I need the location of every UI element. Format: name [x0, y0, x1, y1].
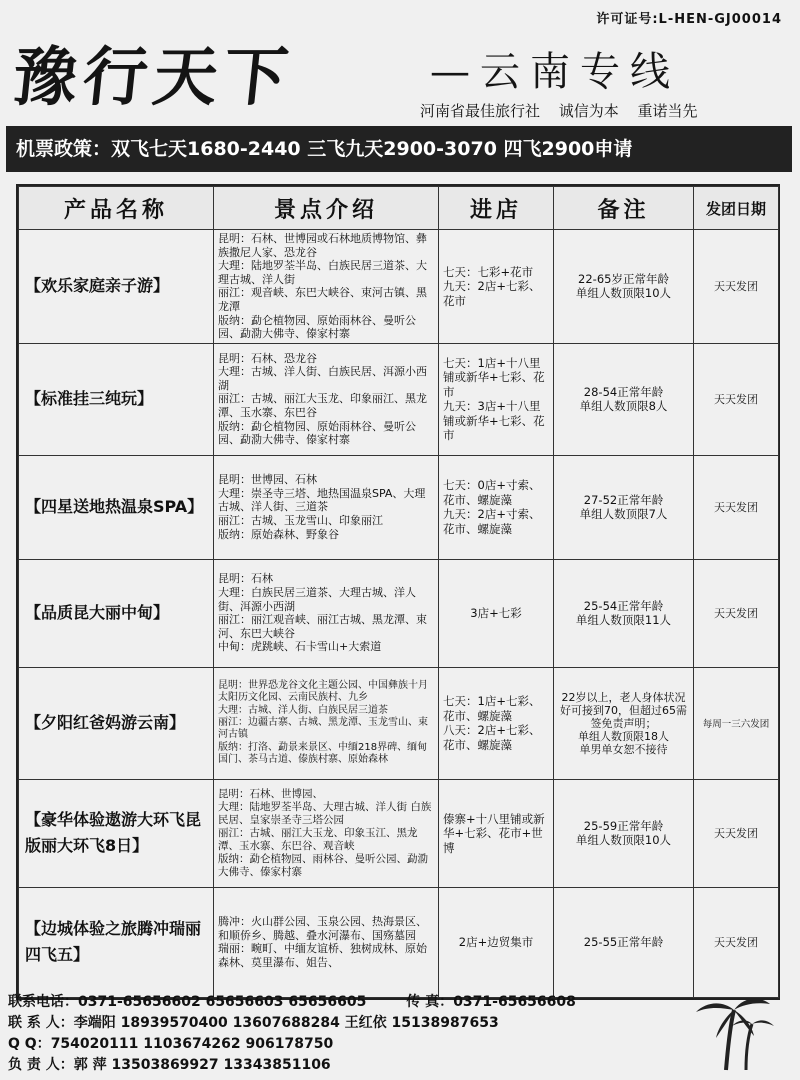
note-cell: 25-59正常年龄 单组人数顶限10人: [554, 779, 694, 887]
shops-cell: 七天：1店+七彩、花市、螺旋藻 八天：2店+七彩、花市、螺旋藻: [439, 667, 554, 779]
shops-cell: 七天：0店+寸索、花市、螺旋藻 九天：2店+寸索、花市、螺旋藻: [439, 455, 554, 559]
ticket-policy-banner: 机票政策：双飞七天1680-2440 三飞九天2900-3070 四飞2900申请: [6, 126, 792, 172]
departure-cell: 每周一三六发团: [694, 667, 779, 779]
note-cell: 25-55正常年龄: [554, 887, 694, 997]
shops-cell: 2店+边贸集市: [439, 887, 554, 997]
table-row: [19, 559, 779, 667]
note-cell: 28-54正常年龄 单组人数顶限8人: [554, 343, 694, 455]
spots-cell: 昆明：世博园、石林 大理：崇圣寺三塔、地热国温泉SPA、大理古城、洋人街、三道茶 丽江：古城、玉龙雪山、印象丽江 版纳：原始森林、野象谷: [214, 455, 439, 559]
fax-label: 传 真：: [406, 994, 454, 1010]
table-row: [19, 887, 779, 997]
phone-row: [8, 992, 800, 1013]
slogan: 河南省最佳旅行社 诚信为本 重诺当先: [420, 102, 698, 120]
spots-cell: 昆明：世界恐龙谷文化主题公园、中国彝族十月太阳历文化园、云南民族村、九乡 大理：古城、洋人街、白族民居三道茶 丽江：边疆古寨、古城、黑龙潭、玉龙雪山、束河古镇 版纳：打洛、勐景来景区、中缅218界碑、缅甸国门、茶马古道、傣族村寨、原始森林: [214, 667, 439, 779]
table-header-row: [19, 187, 779, 230]
product-name: 【标准挂三纯玩】: [19, 343, 214, 455]
note-cell: 22岁以上，老人身体状况好可接到70，但超过65需签免责声明； 单组人数顶限18人 单男单女恕不接待: [554, 667, 694, 779]
spots-cell: 腾冲：火山群公园、玉泉公园、热海景区、和顺侨乡、腾越、叠水河瀑布、国殇墓园 瑞丽：畹町、中缅友谊桥、独树成林、原始森林、莫里瀑布、姐告、: [214, 887, 439, 997]
table-row: [19, 779, 779, 887]
shops-cell: 七天：1店+十八里铺或新华+七彩、花市 九天：3店+十八里铺或新华+七彩、花市: [439, 343, 554, 455]
palm-tree-icon: [686, 986, 776, 1072]
product-name: 【夕阳红爸妈游云南】: [19, 667, 214, 779]
contact-row: [8, 1013, 800, 1034]
departure-cell: 天天发团: [694, 230, 779, 344]
product-name: 【四星送地热温泉SPA】: [19, 455, 214, 559]
spots-cell: 昆明：石林、世博园、 大理：陆地罗荃半岛、大理古城、洋人街 白族民居、皇家崇圣寺三塔公园 丽江：古城、丽江大玉龙、印象玉江、黑龙潭、玉水寨、东巴谷、观音峡 版纳：勐仑植物园、雨林谷、曼听公园、勐泐大佛寺、傣家村寨: [214, 779, 439, 887]
owner-numbers: 郭 萍 13503869927 13343851106: [73, 1057, 331, 1073]
product-name: 【边城体验之旅腾冲瑞丽四飞五】: [19, 887, 214, 997]
product-name: 【欢乐家庭亲子游】: [19, 230, 214, 344]
product-table: [16, 184, 780, 1000]
spots-cell: 昆明：石林 大理：白族民居三道茶、大理古城、洋人街、洱源小西湖 丽江：丽江观音峡、丽江古城、黑龙潭、束河、东巴大峡谷 中甸：虎跳峡、石卡雪山+大索道: [214, 559, 439, 667]
owner-label: 负 责 人：: [8, 1057, 74, 1073]
table-row: [19, 455, 779, 559]
header-departure: 发团日期: [694, 187, 779, 230]
departure-cell: 天天发团: [694, 887, 779, 997]
owner-row: [8, 1055, 800, 1076]
departure-cell: 天天发团: [694, 779, 779, 887]
shops-cell: 3店+七彩: [439, 559, 554, 667]
departure-cell: 天天发团: [694, 343, 779, 455]
note-cell: 27-52正常年龄 单组人数顶限7人: [554, 455, 694, 559]
brand-subtitle: —云南专线: [430, 49, 680, 95]
note-cell: 25-54正常年龄 单组人数顶限11人: [554, 559, 694, 667]
spots-cell: 昆明：石林、恐龙谷 大理：古城、洋人街、白族民居、洱源小西湖 丽江：古城、丽江大玉龙、印象丽江、黑龙潭、玉水寨、东巴谷 版纳：勐仑植物园、原始雨林谷、曼听公园、勐泐大佛寺、傣家村寨: [214, 343, 439, 455]
qq-label: Q Q：: [8, 1036, 51, 1052]
phone-numbers: 0371-65656602 65656603 65656605: [78, 994, 367, 1010]
header-product-name: 产品名称: [19, 187, 214, 230]
header-spots: 景点介绍: [214, 187, 439, 230]
table-row: [19, 230, 779, 344]
table-row: [19, 667, 779, 779]
departure-cell: 天天发团: [694, 455, 779, 559]
shops-cell: 傣寨+十八里铺或新华+七彩、花市+世博: [439, 779, 554, 887]
contact-label: 联 系 人：: [8, 1015, 74, 1031]
note-cell: 22-65岁正常年龄 单组人数顶限10人: [554, 230, 694, 344]
brand-title: 豫行天下: [9, 40, 298, 115]
table-row: [19, 343, 779, 455]
license-number: 许可证号:L-HEN-GJ00014: [596, 12, 782, 27]
qq-row: [8, 1034, 800, 1055]
shops-cell: 七天：七彩+花市 九天：2店+七彩、花市: [439, 230, 554, 344]
phone-label: 联系电话：: [8, 994, 78, 1010]
product-name: 【品质昆大丽中甸】: [19, 559, 214, 667]
qq-numbers: 754020111 1103674262 906178750: [50, 1036, 334, 1052]
spots-cell: 昆明：石林、世博园或石林地质博物馆、彝族撒尼人家、恐龙谷 大理：陆地罗荃半岛、白族民居三道茶、大理古城、洋人街 丽江：观音峡、东巴大峡谷、束河古镇、黑龙潭 版纳：勐仑植物园、原始雨林谷、曼听公园、勐泐大佛寺、傣家村寨: [214, 230, 439, 344]
contact-footer: [0, 992, 800, 1080]
departure-cell: 天天发团: [694, 559, 779, 667]
header-notes: 备注: [554, 187, 694, 230]
product-name: 【豪华体验遨游大环飞昆版丽大环飞8日】: [19, 779, 214, 887]
fax-number: 0371-65656608: [453, 994, 576, 1010]
contact-numbers: 李端阳 18939570400 13607688284 王红依 15138987653: [73, 1015, 499, 1031]
header-shops: 进店: [439, 187, 554, 230]
